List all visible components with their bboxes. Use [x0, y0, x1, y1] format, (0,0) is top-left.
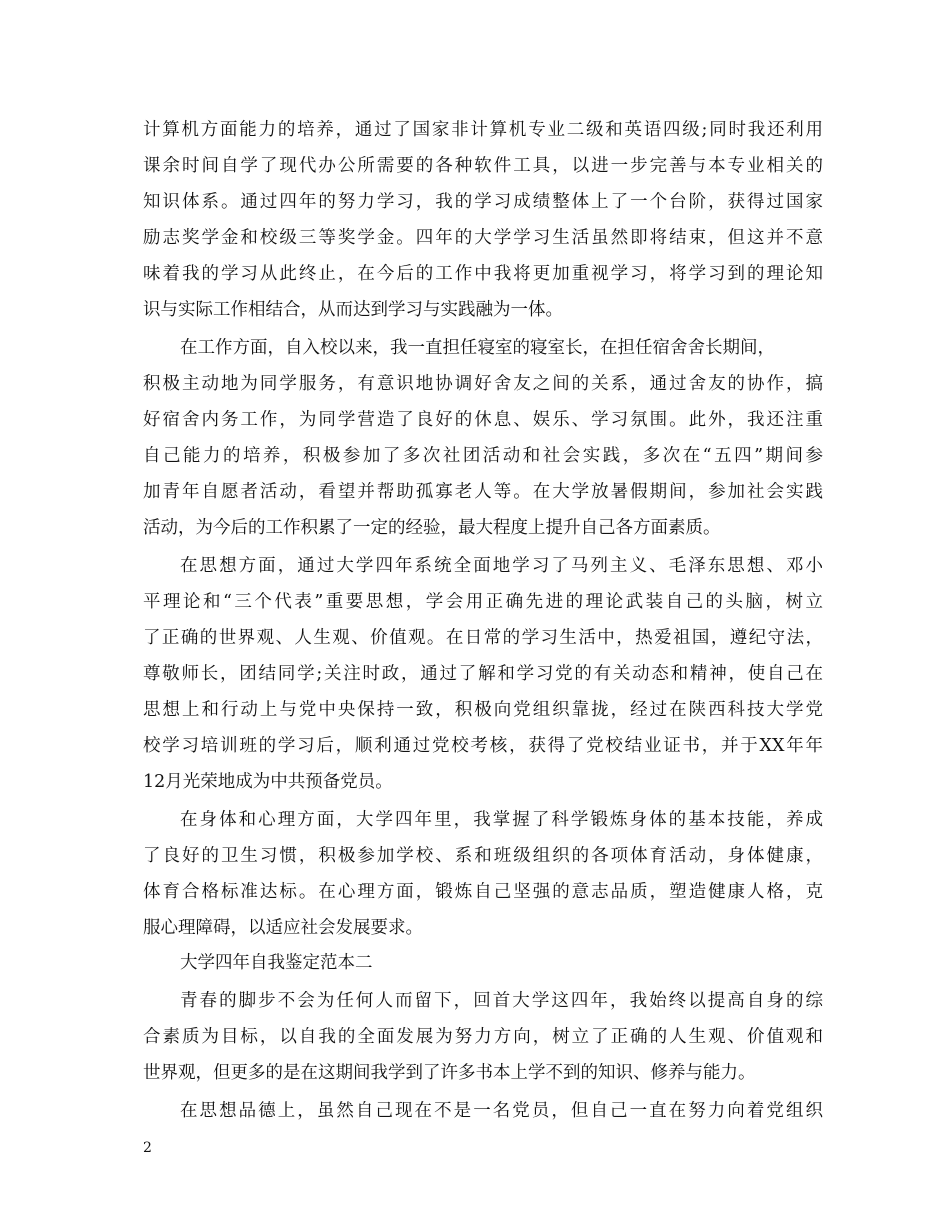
- paragraph-line: 服心理障碍，以适应社会发展要求。: [143, 918, 423, 938]
- paragraph-line: 活动，为今后的工作积累了一定的经验，最大程度上提升自己各方面素质。: [143, 518, 721, 538]
- paragraph-line: 好宿舍内务工作，为同学营造了良好的休息、娱乐、学习氛围。此外，我还注重: [143, 410, 823, 430]
- paragraph-line: 了良好的卫生习惯，积极参加学校、系和班级组织的各项体育活动，身体健康，: [143, 846, 823, 866]
- paragraph-line: 平理论和“三个代表”重要思想，学会用正确先进的理论武装自己的头脑，树立: [143, 592, 823, 612]
- paragraph-line: 计算机方面能力的培养，通过了国家非计算机专业二级和英语四级;同时我还利用: [143, 120, 823, 140]
- paragraph-line: 味着我的学习从此终止，在今后的工作中我将更加重视学习，将学习到的理论知: [143, 264, 823, 284]
- paragraph-line: 励志奖学金和校级三等奖学金。四年的大学学习生活虽然即将结束，但这并不意: [143, 228, 823, 248]
- page-number: 2: [143, 1140, 152, 1156]
- paragraph-line: 校学习培训班的学习后，顺利通过党校考核，获得了党校结业证书，并于XX年年: [143, 736, 823, 756]
- paragraph-line: 了正确的世界观、人生观、价值观。在日常的学习生活中，热爱祖国，遵纪守法，: [143, 628, 823, 648]
- paragraph-line: 知识体系。通过四年的努力学习，我的学习成绩整体上了一个台阶，获得过国家: [143, 192, 823, 212]
- paragraph-line: 合素质为目标，以自我的全面发展为努力方向，树立了正确的人生观、价值观和: [143, 1027, 823, 1047]
- section-heading: 大学四年自我鉴定范本二: [180, 953, 373, 973]
- paragraph-line: 识与实际工作相结合，从而达到学习与实践融为一体。: [143, 300, 563, 320]
- paragraph-line: 思想上和行动上与党中央保持一致，积极向党组织靠拢，经过在陕西科技大学党: [143, 700, 823, 720]
- paragraph-line: 自己能力的培养，积极参加了多次社团活动和社会实践，多次在“五四”期间参: [143, 446, 823, 466]
- paragraph-line: 加青年自愿者活动，看望并帮助孤寡老人等。在大学放暑假期间，参加社会实践: [143, 482, 823, 502]
- paragraph-line: 在思想品德上，虽然自己现在不是一名党员，但自己一直在努力向着党组织: [180, 1101, 823, 1121]
- paragraph-line: 体育合格标准达标。在心理方面，锻炼自己坚强的意志品质，塑造健康人格，克: [143, 882, 823, 902]
- paragraph-line: 青春的脚步不会为任何人而留下，回首大学这四年，我始终以提高自身的综: [180, 991, 823, 1011]
- paragraph-line: 课余时间自学了现代办公所需要的各种软件工具，以进一步完善与本专业相关的: [143, 156, 823, 176]
- paragraph-line: 在身体和心理方面，大学四年里，我掌握了科学锻炼身体的基本技能，养成: [180, 810, 823, 830]
- paragraph-line: 在思想方面，通过大学四年系统全面地学习了马列主义、毛泽东思想、邓小: [180, 556, 823, 576]
- paragraph-line: 12月光荣地成为中共预备党员。: [143, 772, 393, 792]
- paragraph-line: 在工作方面，自入校以来，我一直担任寝室的寝室长，在担任宿舍舍长期间，: [180, 338, 775, 358]
- paragraph-line: 世界观，但更多的是在这期间我学到了许多书本上学不到的知识、修养与能力。: [143, 1063, 756, 1083]
- paragraph-line: 尊敬师长，团结同学;关注时政，通过了解和学习党的有关动态和精神，使自己在: [143, 664, 823, 684]
- paragraph-line: 积极主动地为同学服务，有意识地协调好舍友之间的关系，通过舍友的协作，搞: [143, 374, 823, 394]
